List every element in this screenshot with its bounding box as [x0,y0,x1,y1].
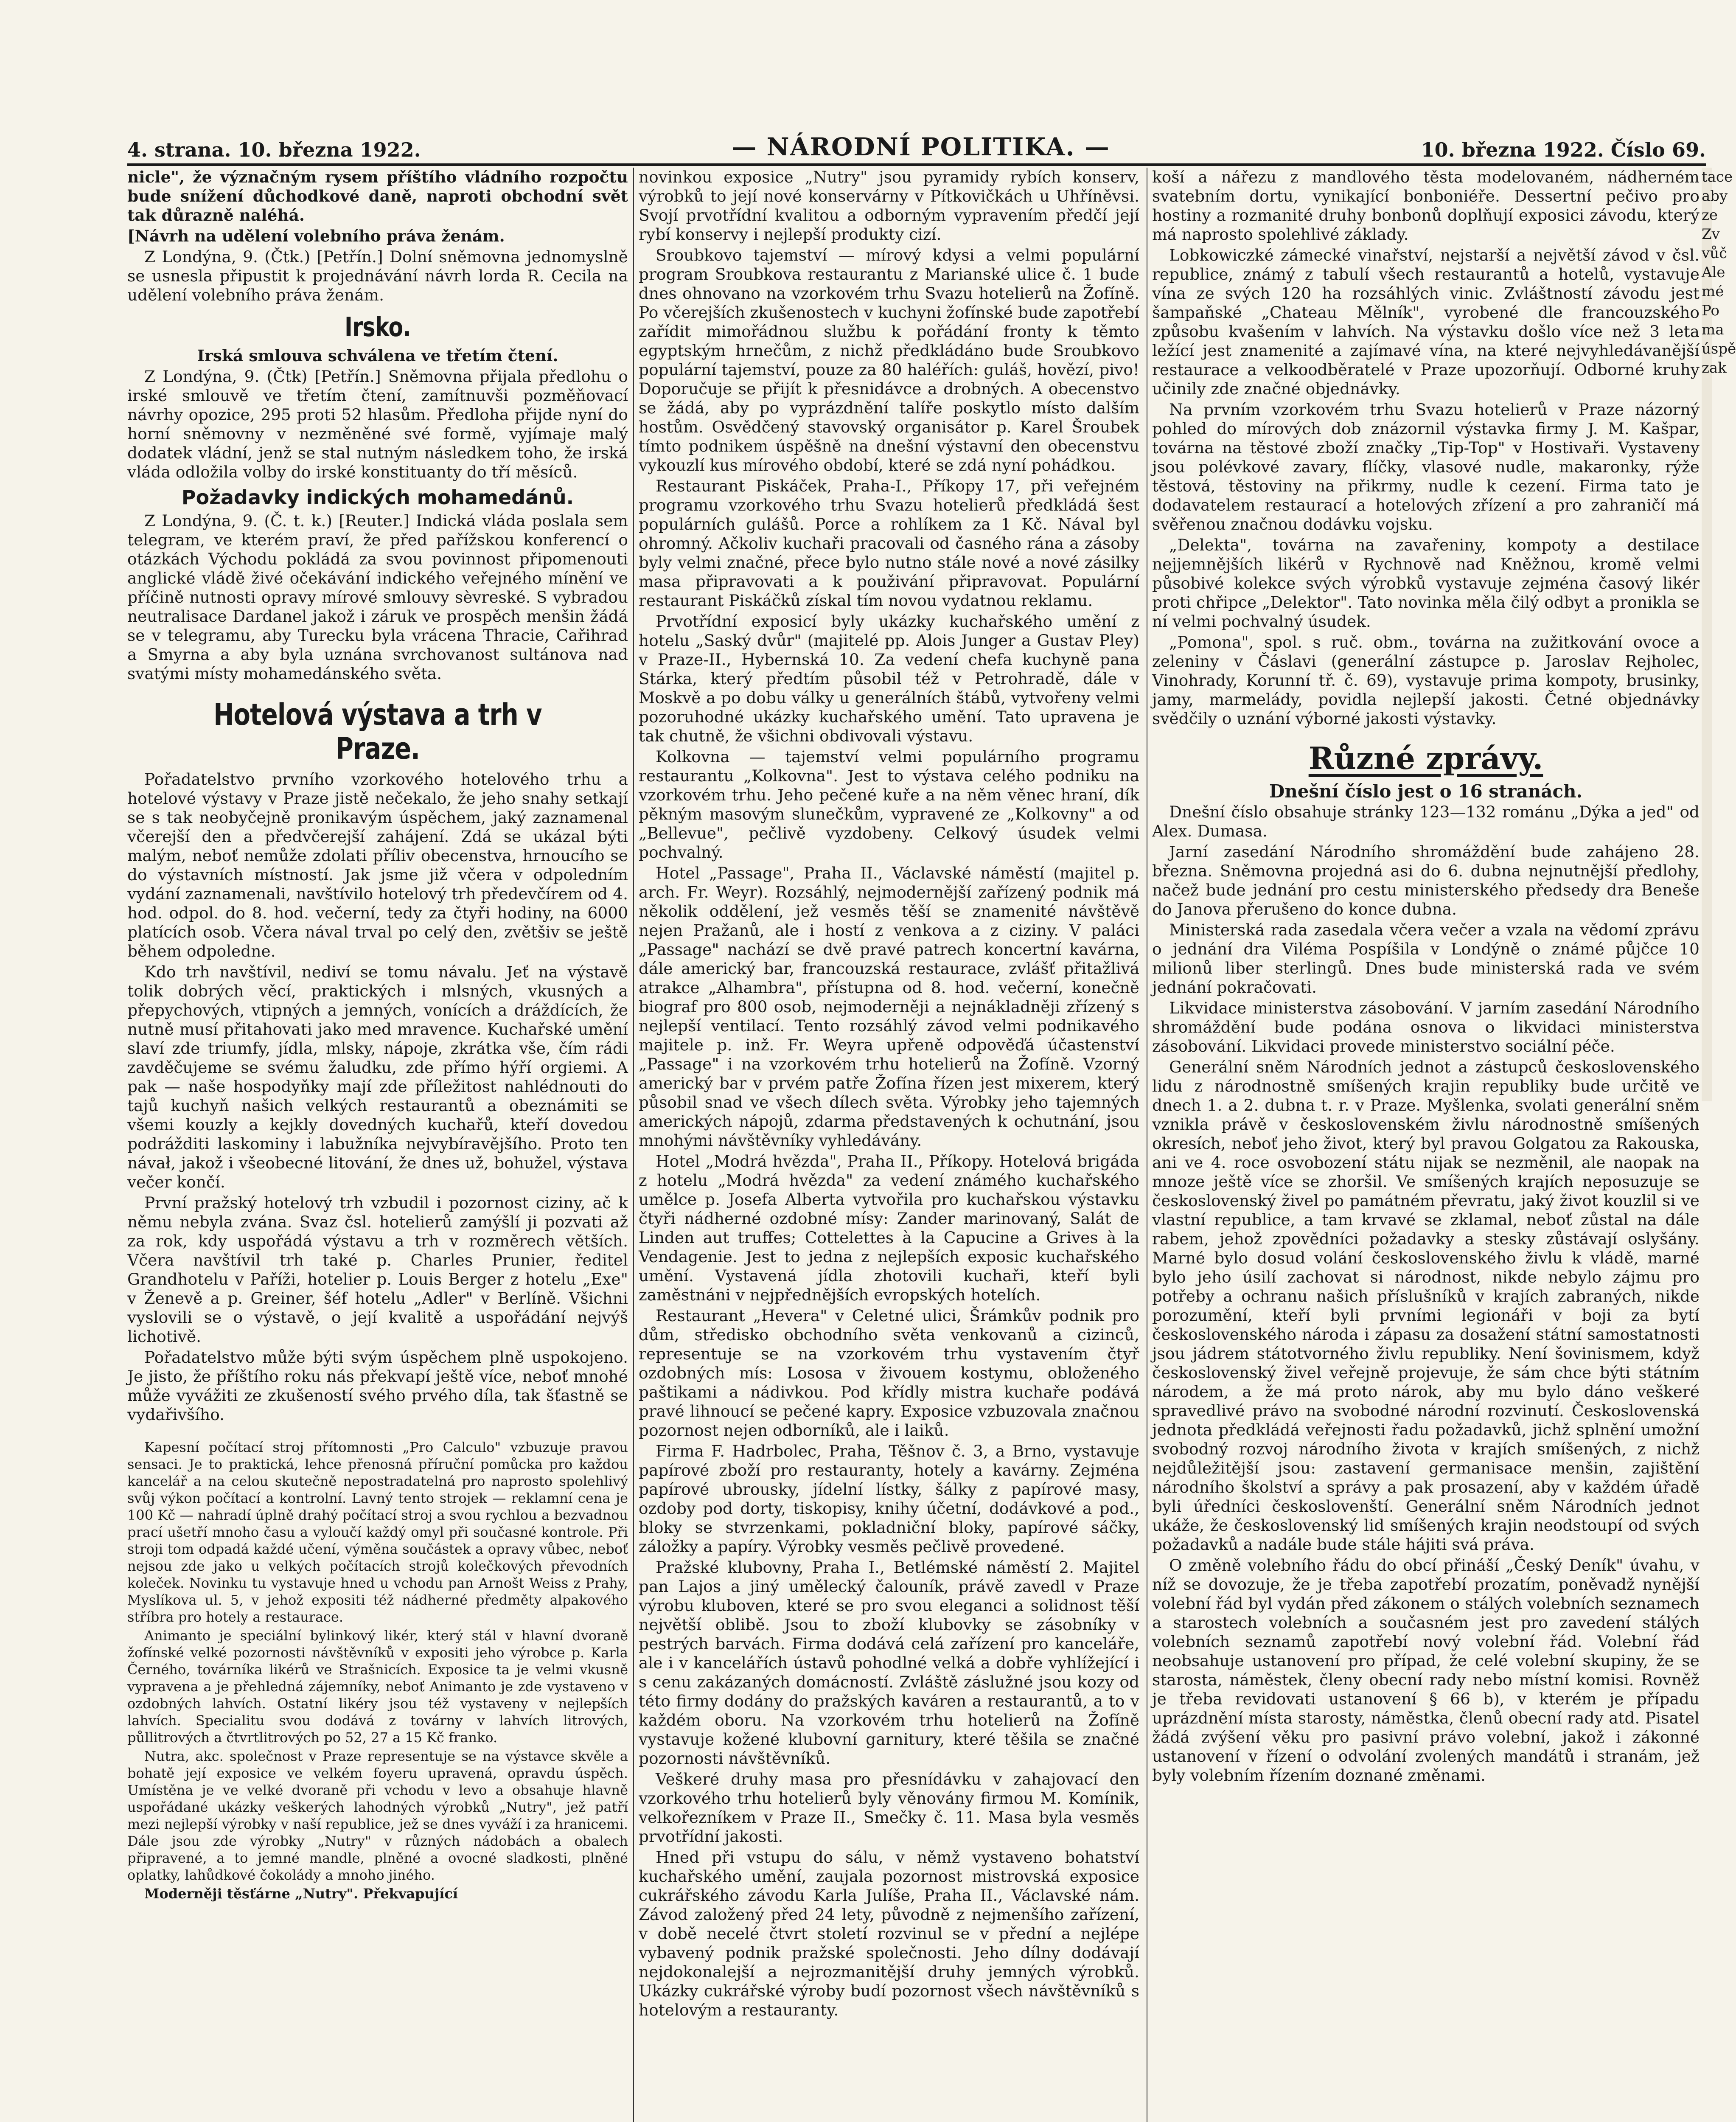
col2-paragraph-8: Restaurant „Hevera" v Celetné ulici, Šrámkův podnik pro dům, středisko obchodního světa venkovanů a cizinců, representuje se na vzorkovém trhu vystavením čtyř ozdobných mís: Lososa v živouem kostymu, obloženého paštikami a nádivkou. Pod křídly mistra kuchaře podává pravé lihnoucí se pečené kapry. Exposice vzbuzovala značnou pozornost nejen odborníků, ale i laiků. [639,1306,1139,1440]
column-1 [127,168,628,2122]
column-divider-1 [633,168,634,2122]
sliver-word: Zv [1702,226,1720,243]
sliver-word: Ale [1702,264,1725,281]
col3-paragraph-1: koší a nářezu z mandlového těsta modelovaném, nádherném svatebním dortu, vynikající bonboniéře. Dessertní pečivo pro hostiny a rozmanité druhy bonbonů doplňují exposici závodu, který má naprosto spolehlivé základy. [1152,168,1700,244]
subheadline-pages: Dnešní číslo jest o 16 stranách. [1269,781,1583,802]
col2-paragraph-7: Hotel „Modrá hvězda", Praha II., Příkopy. Hotelová brigáda z hotelu „Modrá hvězda" za vedení známého kuchařského umělce p. Josefa Alberta vytvořila pro kuchařskou výstavku čtyři nádherné ozdobné mísy: Zander marinovaný, Salát de Linden aut truffes; Cottelettes à la Capucine a Grives à la Vendagenie. Jest to jedna z nejlepších exposic kuchařského umění. Vystavená jídla zhotovili kuchaři, kteří byli zaměstnáni v nejpřednějších evropských hotelích. [639,1152,1139,1304]
masthead-title: — NÁRODNÍ POLITIKA. — [732,132,1110,161]
header-rule [127,163,1706,166]
col2-paragraph-1: novinkou exposice „Nutry" jsou pyramidy rybích konserv, výrobků to její nové konservárny v Pítkovičkách u Uhříněvsi. Svojí prvotřídní kvalitou a odborným vypravením předčí její rybí konservy i nejlepší produkty cizí. [639,168,1139,244]
sliver-word: ma [1702,321,1724,338]
sliver-word: zak [1702,359,1727,376]
notice-nutra: Nutra, akc. společnost v Praze representuje se na výstavce skvěle a bohatě její exposice ve velkém foyeru upravená, opravdu úspěch. Umístěna je ve velké dvoraně při vchodu v levo a obsahuje hlavně uspořádané ukázky veškerých lahodných výrobků „Nutry", jež patří mezi nejlepší výrobky v naší republice, jež se dnes vyváží i za hranicemi. Dále jsou zde výrobky „Nutry" v různých nádobách a obalech připravené, a to jemné mandle, plněné a ovocné sladkosti, plněné oplatky, lahůdkové čokolády a mnoho jiného. [127,1748,628,1883]
article-hotel-4: Pořadatelstvo může býti svým úspěchem plně uspokojeno. Je jisto, že příštího roku nás překvapí ještě více, neboť mnohé může vyvážiti ze zkušeností svého prvého díla, tak šťastně se vydařivšího. [127,1348,628,1424]
col3-paragraph-11: O změně volebního řádu do obcí přináší „Český Deník" úvahu, v níž se dovozuje, že je třeba zapotřebí prozatím, poněvadž nynější volební řád byl vydán před zákonem o stálých volebních seznamech a starostech volebních a současném jest pro zavedení stálých volebních seznamů zapotřebí nový volební řád. Volební řád neobsahuje ustanovení pro případ, že celé volební skupiny, že se starosta, náměstek, členy obecní rady nebo místní komisi. Rovněž je třeba revidovati ustanovení § 66 b), v kterém je případu uprázdnění místa starosty, náměstka, členů obecní rady atd. Pisatel žádá zvýšení věku pro pasivní právo volební, jakož i zákonné ustanovení v řízení o odvolání zvolených mandátů i stranám, jež byly volebním řízením doznané změnami. [1152,1556,1700,1785]
headline-hotel: Hotelová výstava a trh v Praze. [213,697,542,766]
article-intro: nicle", že význačným rysem příštího vládního rozpočtu bude snížení důchodkové daně, naproti obchodní svět tak důrazně naléhá. [127,168,628,225]
notice-nutra-end: Moderněji těsťárne „Nutry". Překvapující [144,1886,458,1902]
headline-irsko: Irsko. [344,312,411,342]
sliver-word: Po [1702,302,1719,319]
sliver-word: ze [1702,207,1718,224]
col3-paragraph-6: Dnešní číslo obsahuje stránky 123—132 románu „Dýka a jed" od Alex. Dumasa. [1152,803,1700,840]
notice-animanto: Animanto je speciální bylinkový likér, který stál v hlavní dvoraně žofínské velké pozornosti návštěvníků v expositi jeho výrobce p. Karla Černého, továrníka likérů ve Strašnicích. Exposice ta je velmi vkusně vypravena a je přehledná zájemníky, neboť Animanto je zde vystaveno v ozdobných lahvích. Ostatní likéry jsou též vystaveny v nejlepších lahvích. Specialitu svou dodává z továrny v lahvích litrových, půllitrových a čtvrtlitrových po 52, 27 a 15 Kč franko. [127,1628,628,1746]
col2-paragraph-5: Kolkovna — tajemství velmi populárního programu restaurantu „Kolkovna". Jest to výstava celého podniku na vzorkovém trhu. Jeho pečené kuře a na něm věnec hraní, dík pěkným masovým slunečkům, vypravené ze „Kolkovny" a od „Bellevue", pečlivě vyzdobeny. Celkový úsudek velmi pochvalný. [639,747,1139,862]
col3-paragraph-4: „Delekta", továrna na zavařeniny, kompoty a destilace nejjemnějších likérů v Rychnově nad Kněžnou, kromě velmi působivé kolekce svých výrobků vystavuje zejména časový likér proti chřipce „Delektor". Tato novinka měla čilý odbyt a pronikla se ní velmi pochvalný úsudek. [1152,536,1700,631]
adjacent-page-edge [1702,168,1736,1101]
col2-paragraph-2: Sroubkovo tajemství — mírový kdysi a velmi populární program Sroubkova restaurantu z Marianské ulice č. 1 bude dnes ohnovano na vzorkovém trhu Svazu hotelierů na Žofíně. Po včerejších zkušenostech v kuchyni žofínské bude zapotřebí zařídit mimořádnou službu k pořádání fronty k těmto egyptským hrnečům, z nichž předkládáno bude Sroubkovo populární tajemství, pouze za 80 haléřích: guláš, hovězí, pivo! Doporučuje se přijít k přesnidávce a drobných. A obecenstvo se žádá, aby po vyprázdnění talíře poskytlo místo dalším hostům. Osvědčený stavovský organisátor p. Karel Šroubek tímto podnikem úspěšně na dnešní výstavní den obecenstvu vykouzlí kus mírového období, které se zdá nyní pohádkou. [639,246,1140,474]
page-header [127,115,1706,161]
article-vote: Z Londýna, 9. (Čtk.) [Petřín.] Dolní sněmovna jednomyslně se usnesla připustit k projednávání návrh lorda R. Cecila na udělení volebního práva ženám. [127,247,628,304]
article-hotel-2: Kdo trh navštívil, nediví se tomu návalu. Jeť na výstavě tolik dobrých věcí, praktických i mlsných, vkusných a přepychových, vtipných a jemných, vonících a dráždících, že nutně musí přitahovati jako med mravence. Kuchařské umění slaví zde triumfy, jídla, mlsky, nápoje, zkrátka vše, čím rádi zavděčujeme se svému žaludku, zde přímo hýří orgiemi. A pak — naše hospodyňky mají zde příležitost nahlédnouti do tajů kuchyň našich velkých restaurantů a obeznámiti se všemi kouzly a kejkly dovedných kuchařů, kteří dovedou podrážditi laskominy i labužníka nejvybíravějšího. Proto ten návał, jakož i všeobecné litování, že dnes už, bohužel, výstava večer končí. [127,963,628,1191]
column-3 [1152,168,1700,2122]
sliver-word: aby [1702,188,1728,205]
header-right: 10. března 1922. Číslo 69. [1421,138,1706,161]
header-left: 4. strana. 10. března 1922. [127,138,421,161]
article-irsko: Z Londýna, 9. (Čtk) [Petřín.] Sněmovna přijala předlohu o irské smlouvě ve třetím čtení, zamítnuvši pozměňovací návrhy opozice, 295 proti 52 hlasům. Předloha přijde nyní do horní sněmovny v nezměněné své formě, vyjímaje malý dodatek vládní, jenž se stal nutným následkem toho, že irská vláda odložila volby do irské konstituanty do tří měsíců. [127,367,628,481]
article-hotel-3: První pražský hotelový trh vzbudil i pozornost ciziny, ač k němu nebyla zvána. Svaz čsl. hotelierů zamýšlí ji pozvati až za rok, kdy uspořádá výstavu a trh v rozměrech větších. Včera navštívil trh také p. Charles Prunier, ředitel Grandhotelu v Paříži, hotelier p. Louis Berger z hotelu „Exe" v Ženevě a p. Greiner, šéf hotelu „Adler" v Berlíně. Všichni vyslovili se o výstavě, o její kvalitě a uspořádání nejvýš lichotivě. [127,1193,628,1346]
sliver-word: mé [1702,283,1724,300]
headline-indie: Požadavky indických mohamedánů. [181,486,574,509]
col3-paragraph-8: Ministerská rada zasedala včera večer a vzala na vědomí zprávu o jednání dra Viléma Pospíšila v Londýně o známé půjčce 10 milionů liber sterlingů. Dnes bude ministerská rada ve svém jednání pokračovati. [1152,921,1700,996]
col3-paragraph-7: Jarní zasedání Národního shromáždění bude zahájeno 28. března. Sněmovna projedná asi do 6. dubna nejnutnější předlohy, načež bude jednání pro cestu ministerského předsedy dra Beneše do Janova přerušeno do konce dubna. [1152,842,1700,918]
col2-paragraph-12: Hned při vstupu do sálu, v němž vystaveno bohatství kuchařského umění, zaujala pozornost mistrovská exposice cukrářského závodu Karla Julíše, Praha II., Václavské nám. Závod založený před 24 lety, původně z nejmenšího zařízení, v době necelé čtvrt století rozvinul se v přední a nejlépe vybavený podnik pražské společnosti. Jeho dílny dodávají nejdokonalejší a nejrozmanitější druhy jemných výrobků. Ukázky cukrářské výroby budí pozornost všech návštěvníků s hotelovým a restauranty. [639,1848,1139,2019]
headline-vote: [Návrh na udělení volebního práva ženám. [127,227,505,245]
sliver-word: vůč [1702,245,1728,262]
col2-paragraph-3: Restaurant Piskáček, Praha-I., Příkopy 17, při veřejném programu vzorkového trhu Svazu hotelierů předkládá šest populárních gulášů. Porce a rohlíkem za 1 Kč. Nával byl ohromný. Ačkoliv kuchaři pracovali od časného rána a zásoby byly velmi značné, přece bylo nutno stále nové a nové zásilky masa připravovati a k použivání připravovat. Populární restaurant Piskáčků získal tím novou vydatnou reklamu. [639,477,1139,610]
col3-paragraph-5: „Pomona", spol. s ruč. obm., továrna na zužitkování ovoce a zeleniny v Čáslavi (generální zástupce p. Jaroslav Rejholec, Vinohrady, Korunní tř. č. 69), vystavuje prima kompoty, brusinky, jamy, marmelády, povidla nejlepší jakosti. Četné objednávky svědčily o uznání výborné jakosti výstavky. [1152,633,1700,728]
col2-paragraph-9: Firma F. Hadrbolec, Praha, Těšnov č. 3, a Brno, vystavuje papírové zboží pro restauranty, hotely a kavárny. Zejména papírové ubrousky, jídelní lístky, šálky z papírové masy, ozdoby pod dorty, tiskopisy, knihy účetní, dodávkové a pod., bloky se stvrzenkami, pokladniční bloky, papírové sáčky, záložky a papíry. Výrobky vesměs pečlivě provedené. [639,1442,1139,1556]
col2-paragraph-4: Prvotřídní exposicí byly ukázky kuchařského umění z hotelu „Saský dvůr" (majitelé pp. Alois Junger a Gustav Pley) v Praze-II., Hybernská 10. Za vedení chefa kuchyně pana Stárka, který předtím působil též v Petrohradě, dále v Moskvě a po dobu války u generálních štábů, vytvořeny velmi pozoruhodné ukázky kuchařského umění. Tato upravena je tak chutně, že všichni obdivovali výstavu. [639,612,1139,745]
col2-paragraph-10: Pražské klubovny, Praha I., Betlémské náměstí 2. Majitel pan Lajos a jiný umělecký čalouník, právě zavedl v Praze výrobu kluboven, které se pro svou eleganci a solidnost těší největší oblibě. Jsou to zboží klubovky se zásobníky v pestrých barvách. Firma dodává celá zařízení pro kanceláře, ale i v kancelářích ústavů pohodlné velká a dobře vyhlížející i s cenu zakázaných domácností. Zvláště záslužné jsou kozy od této firmy dodány do pražských kaváren a restaurantů, a to v každém oboru. Na vzorkovém trhu hotelierů na Žofíně vystavuje kožené klubovní garnitury, které těšila se značné pozornosti návštěvníků. [639,1558,1139,1768]
notice-calculator: Kapesní počítací stroj přítomnosti „Pro Calculo" vzbuzuje pravou sensaci. Je to praktická, lehce přenosná příruční pomůcka pro každou kancelář a na celou skutečně nepostradatelná pro naprosto spolehlivý svůj výkon počítací a kontrolní. Lavný tento strojek — reklamní cena je 100 Kč — nahradí úplně drahý počítací stroj a svou rychlou a bezvadnou prací ušetří mnoho času a vyloučí každý omyl při současné kontrole. Při stroji tom odpadá každé učení, výměna součástek a opravy vůbec, neboť nejsou zde jako u velkých počítacích strojů kolečkových převodních koleček. Novinku tu vystavuje hned u vchodu pan Arnošt Weiss z Prahy, Myslíkova ul. 5, v jehož expositi též nádherné předměty alpakového stříbra pro hotely a restaurace. [127,1439,628,1625]
article-indie: Z Londýna, 9. (Č. t. k.) [Reuter.] Indická vláda poslala sem telegram, ve kterém praví, že před pařížskou konferencí o otázkách Východu pokládá za svou povinnost připomenouti anglické vládě živé očekávání indického veřejného mínění ve příčině nutnosti opravy mírové smlouvy sèvreské. S vybradou neutralisace Dardanel jakož i záruk ve prospěch menšin žádá se v telegramu, aby Turecku byla vrácena Thracie, Cařihrad a Smyrna a aby byla uznána svrchovanost sultánova nad svatými místy mohamedánského světa. [127,511,628,683]
col3-paragraph-10: Generální sněm Národních jednot a zástupců československého lidu z národnostně smíšených krajin republiky bude určitě ve dnech 1. a 2. dubna t. r. v Praze. Myšlenka, svolati generální sněm vznikla právě v československém živlu národnostně smíšených okresích, neboť jeho život, který byl pravou Golgatou za Rakouska, ani ve 4. roce osvobození státu nijak se nezměnil, ale naopak na mnoze ještě více se zhoršil. Ve smíšených krajích neposuzuje se československý živel po památném převratu, jaký život kouzlil si ve vlastní republice, a tam krvavé se zklamal, neboť zůstal na dále rabem, jehož zpovědníci požadavky a stesky zůstávají oslyšány. Marné bylo dosud volání československého živlu k vládě, marné bylo jeho úsilí zachovat si národnost, nikde nebylo zájmu pro potřeby a ochranu našich příslušníků v krajích zabraných, nikde porozumění, kteří byli prvními legionáři v boji za bytí československého národa i zápasu za dosažení státní samostatnosti jsou jádrem státotvorného živlu republiky. Není šovinismem, když československý živel veřejně projevuje, že sám chce býti státním národem, a že má proto nárok, aby mu bylo dáno veškeré spravedlivé právo na svobodné národní rozvinutí. Československá jednota předkládá veřejnosti řadu požadavků, jichž splnění umožní svobodný rozvoj národního života v krajích smíšených, z nichž nejdůležitější jsou: zastavení germanisace menšin, zajištění národního školství a správy a pak prosazení, aby v každém úřadě byli úředníci českoslovenští. Generální sněm Národních jednot ukáže, že československý lid smíšených krajin neodstoupí od svých požadavků a nadále bude stále hájiti svá práva. [1152,1058,1700,1554]
column-2 [639,168,1139,2122]
col3-paragraph-9: Likvidace ministerstva zásobování. V jarním zasedání Národního shromáždění bude podána osnova o likvidaci ministerstva zásobování. Likvidaci provede ministerstvo sociální péče. [1152,999,1700,1055]
sliver-word: úspě [1702,340,1736,357]
subheadline-irsko: Irská smlouva schválena ve třetím čtení. [197,346,558,365]
col2-paragraph-6: Hotel „Passage", Praha II., Václavské náměstí (majitel p. arch. Fr. Weyr). Rozsáhlý, nejmodernější zařízený podnik má několik oddělení, jež vesměs těší se znamenité návštěvě nejen Pražanů, ale i hostí z venkova a z ciziny. V paláci „Passage" nachází se dvě pravé patrech koncertní kavárna, dále americký bar, francouzská restaurace, zvlášť přitažlivá atrakce „Alhambra", přístupna od 8. hod. večerní, konečně biograf pro 800 osob, nejmoderněji a nejnákladněji zřízený s nejlepší ventilací. Tento rozsáhlý závod velmi podnikavého majitele p. inž. Fr. Weyra upřeně odpověďá účastenství „Passage" i na vzorkovém trhu hotelierů na Žofíně. Vzorný americký bar v prvém patře Žofína řízen jest mixerem, který působil snad ve všech dílech světa. Výrobky jeho tajemných amerických nápojů, zdarma představených k ochutnání, jsou mnohými návštěvníky vyhledávány. [639,864,1139,1150]
col3-paragraph-2: Lobkowiczké zámecké vinařství, nejstarší a největší závod v čsl. republice, známý z tabulí všech restaurantů a hotelů, vystavuje vína ze svých 120 ha rozsáhlých vinic. Zvláštností závodu jest šampaňské „Chateau Mělník", vyrobené dle francouzského způsobu kvašením v lahvích. Na výstavku došlo více než 3 leta ležící jest znamenité a zajímavé vína, na které nejvyhledávanější restaurace a velkoodběratelé v Praze upozorňují. Odborné kruhy učinily zde značné objednávky. [1152,246,1700,398]
col2-paragraph-11: Veškeré druhy masa pro přesnídávku v zahajovací den vzorkového trhu hotelierů byly věnovány firmou M. Komínik, velkořezníkem v Praze II., Smečky č. 11. Masa byla vesměs prvotřídní jakosti. [639,1770,1139,1846]
article-hotel-1: Pořadatelstvo prvního vzorkového hotelového trhu a hotelové výstavy v Praze jistě nečekalo, že jeho snahy setkají se s tak neobyčejně pronikavým úspěchem, jaký zaznamenal včerejší den a předvčerejší zahájení. Zdá se ukázal býti malým, neboť nemůže zdolati příliv obecenstva, hrnoucího se do výstavních místností. Jak jsme již včera v odpoledním vydání zaznamenali, navštívilo hotelový trh předevčírem od 4. hod. odpol. do 8. hod. večerní, tedy za čtyři hodiny, na 6000 platících osob. Včera nával trval po celý den, zvětšiv se ještě během odpoledne. [127,770,628,960]
col3-paragraph-3: Na prvním vzorkovém trhu Svazu hotelierů v Praze názorný pohled do mírových dob znázornil výstavka firmy J. M. Kašpar, továrna na těstové zboží značky „Tip-Top" v Hostivaři. Vystaveny jsou polévkové zavary, flíčky, vlasové nudle, makaronky, rýže těstová, těstoviny na přikrmy, nudle k cezení. Firma tato je dodavatelem restaurací a hotelových zřízení a pro zahraničí má svěřenou značnou dodávku vojsku. [1152,400,1700,533]
sliver-word: tace [1702,168,1733,185]
headline-ruzne-zpravy: Různé zprávy. [1308,740,1543,776]
